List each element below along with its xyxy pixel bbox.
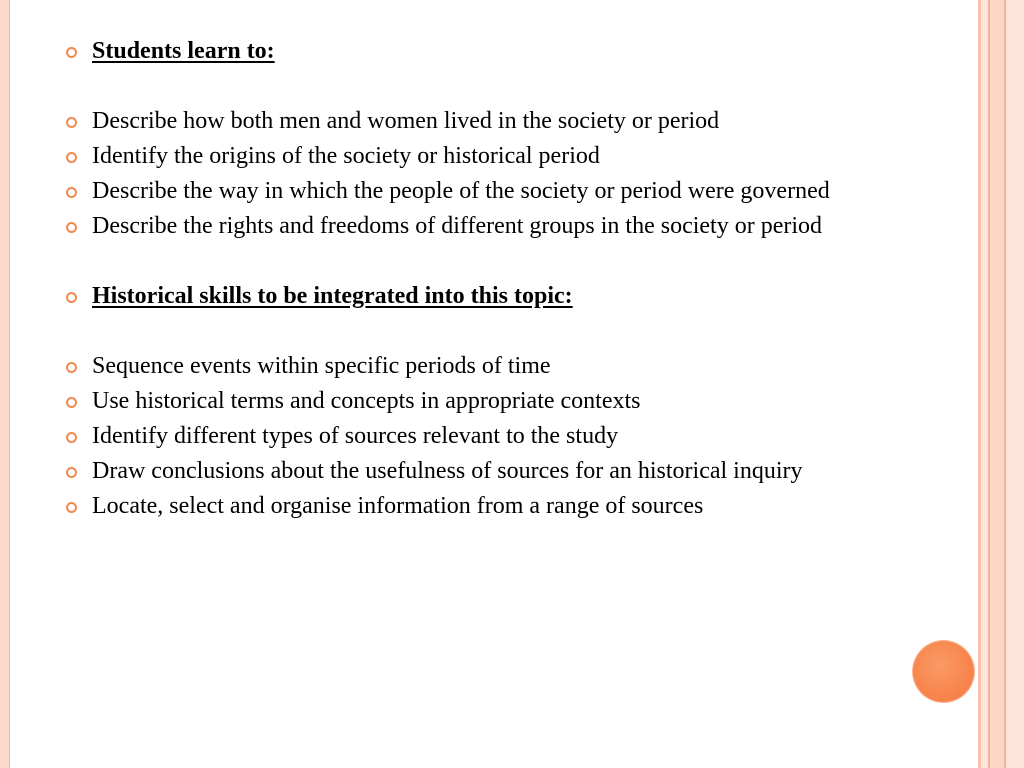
right-border-stripes	[978, 0, 1024, 768]
list-item	[60, 178, 890, 204]
list-item-text: Use historical terms and concepts in appropriate contexts	[92, 388, 641, 414]
decorative-orange-circle	[913, 641, 974, 702]
border-stripe	[990, 0, 1004, 768]
list-item-text: Describe the rights and freedoms of different groups in the society or period	[92, 213, 823, 239]
list-item	[60, 143, 890, 169]
bullet-circle-icon	[66, 502, 77, 513]
list-item-text: Locate, select and organise information from a range of sources	[92, 493, 704, 519]
list-item-text: Describe how both men and women lived in the society or period	[92, 108, 720, 134]
list-item	[60, 353, 890, 379]
bullet-circle-icon	[66, 362, 77, 373]
bullet-circle-icon	[66, 47, 77, 58]
list-item	[60, 423, 890, 449]
bullet-circle-icon	[66, 432, 77, 443]
bullet-circle-icon	[66, 467, 77, 478]
border-stripe	[981, 0, 988, 768]
heading-text: Historical skills to be integrated into this topic:	[92, 283, 573, 309]
list-item	[60, 108, 890, 134]
list-item-text: Draw conclusions about the usefulness of sources for an historical inquiry	[92, 458, 803, 484]
bullet-circle-icon	[66, 152, 77, 163]
bullet-circle-icon	[66, 222, 77, 233]
section-heading-historical-skills	[60, 283, 890, 309]
list-item	[60, 388, 890, 414]
list-item-text: Identify the origins of the society or historical period	[92, 143, 600, 169]
list-item	[60, 458, 890, 484]
list-item	[60, 493, 890, 519]
bullet-circle-icon	[66, 187, 77, 198]
list-item-text: Describe the way in which the people of the society or period were governed	[92, 178, 830, 204]
list-item-text: Identify different types of sources relevant to the study	[92, 423, 619, 449]
slide-content	[60, 38, 890, 528]
list-item	[60, 213, 890, 239]
list-item-text: Sequence events within specific periods of time	[92, 353, 551, 379]
bullet-circle-icon	[66, 292, 77, 303]
bullet-circle-icon	[66, 117, 77, 128]
heading-text: Students learn to:	[92, 38, 275, 64]
bullet-circle-icon	[66, 397, 77, 408]
border-stripe	[1006, 0, 1024, 768]
left-border-stripe	[0, 0, 10, 768]
section-heading-students-learn	[60, 38, 890, 64]
